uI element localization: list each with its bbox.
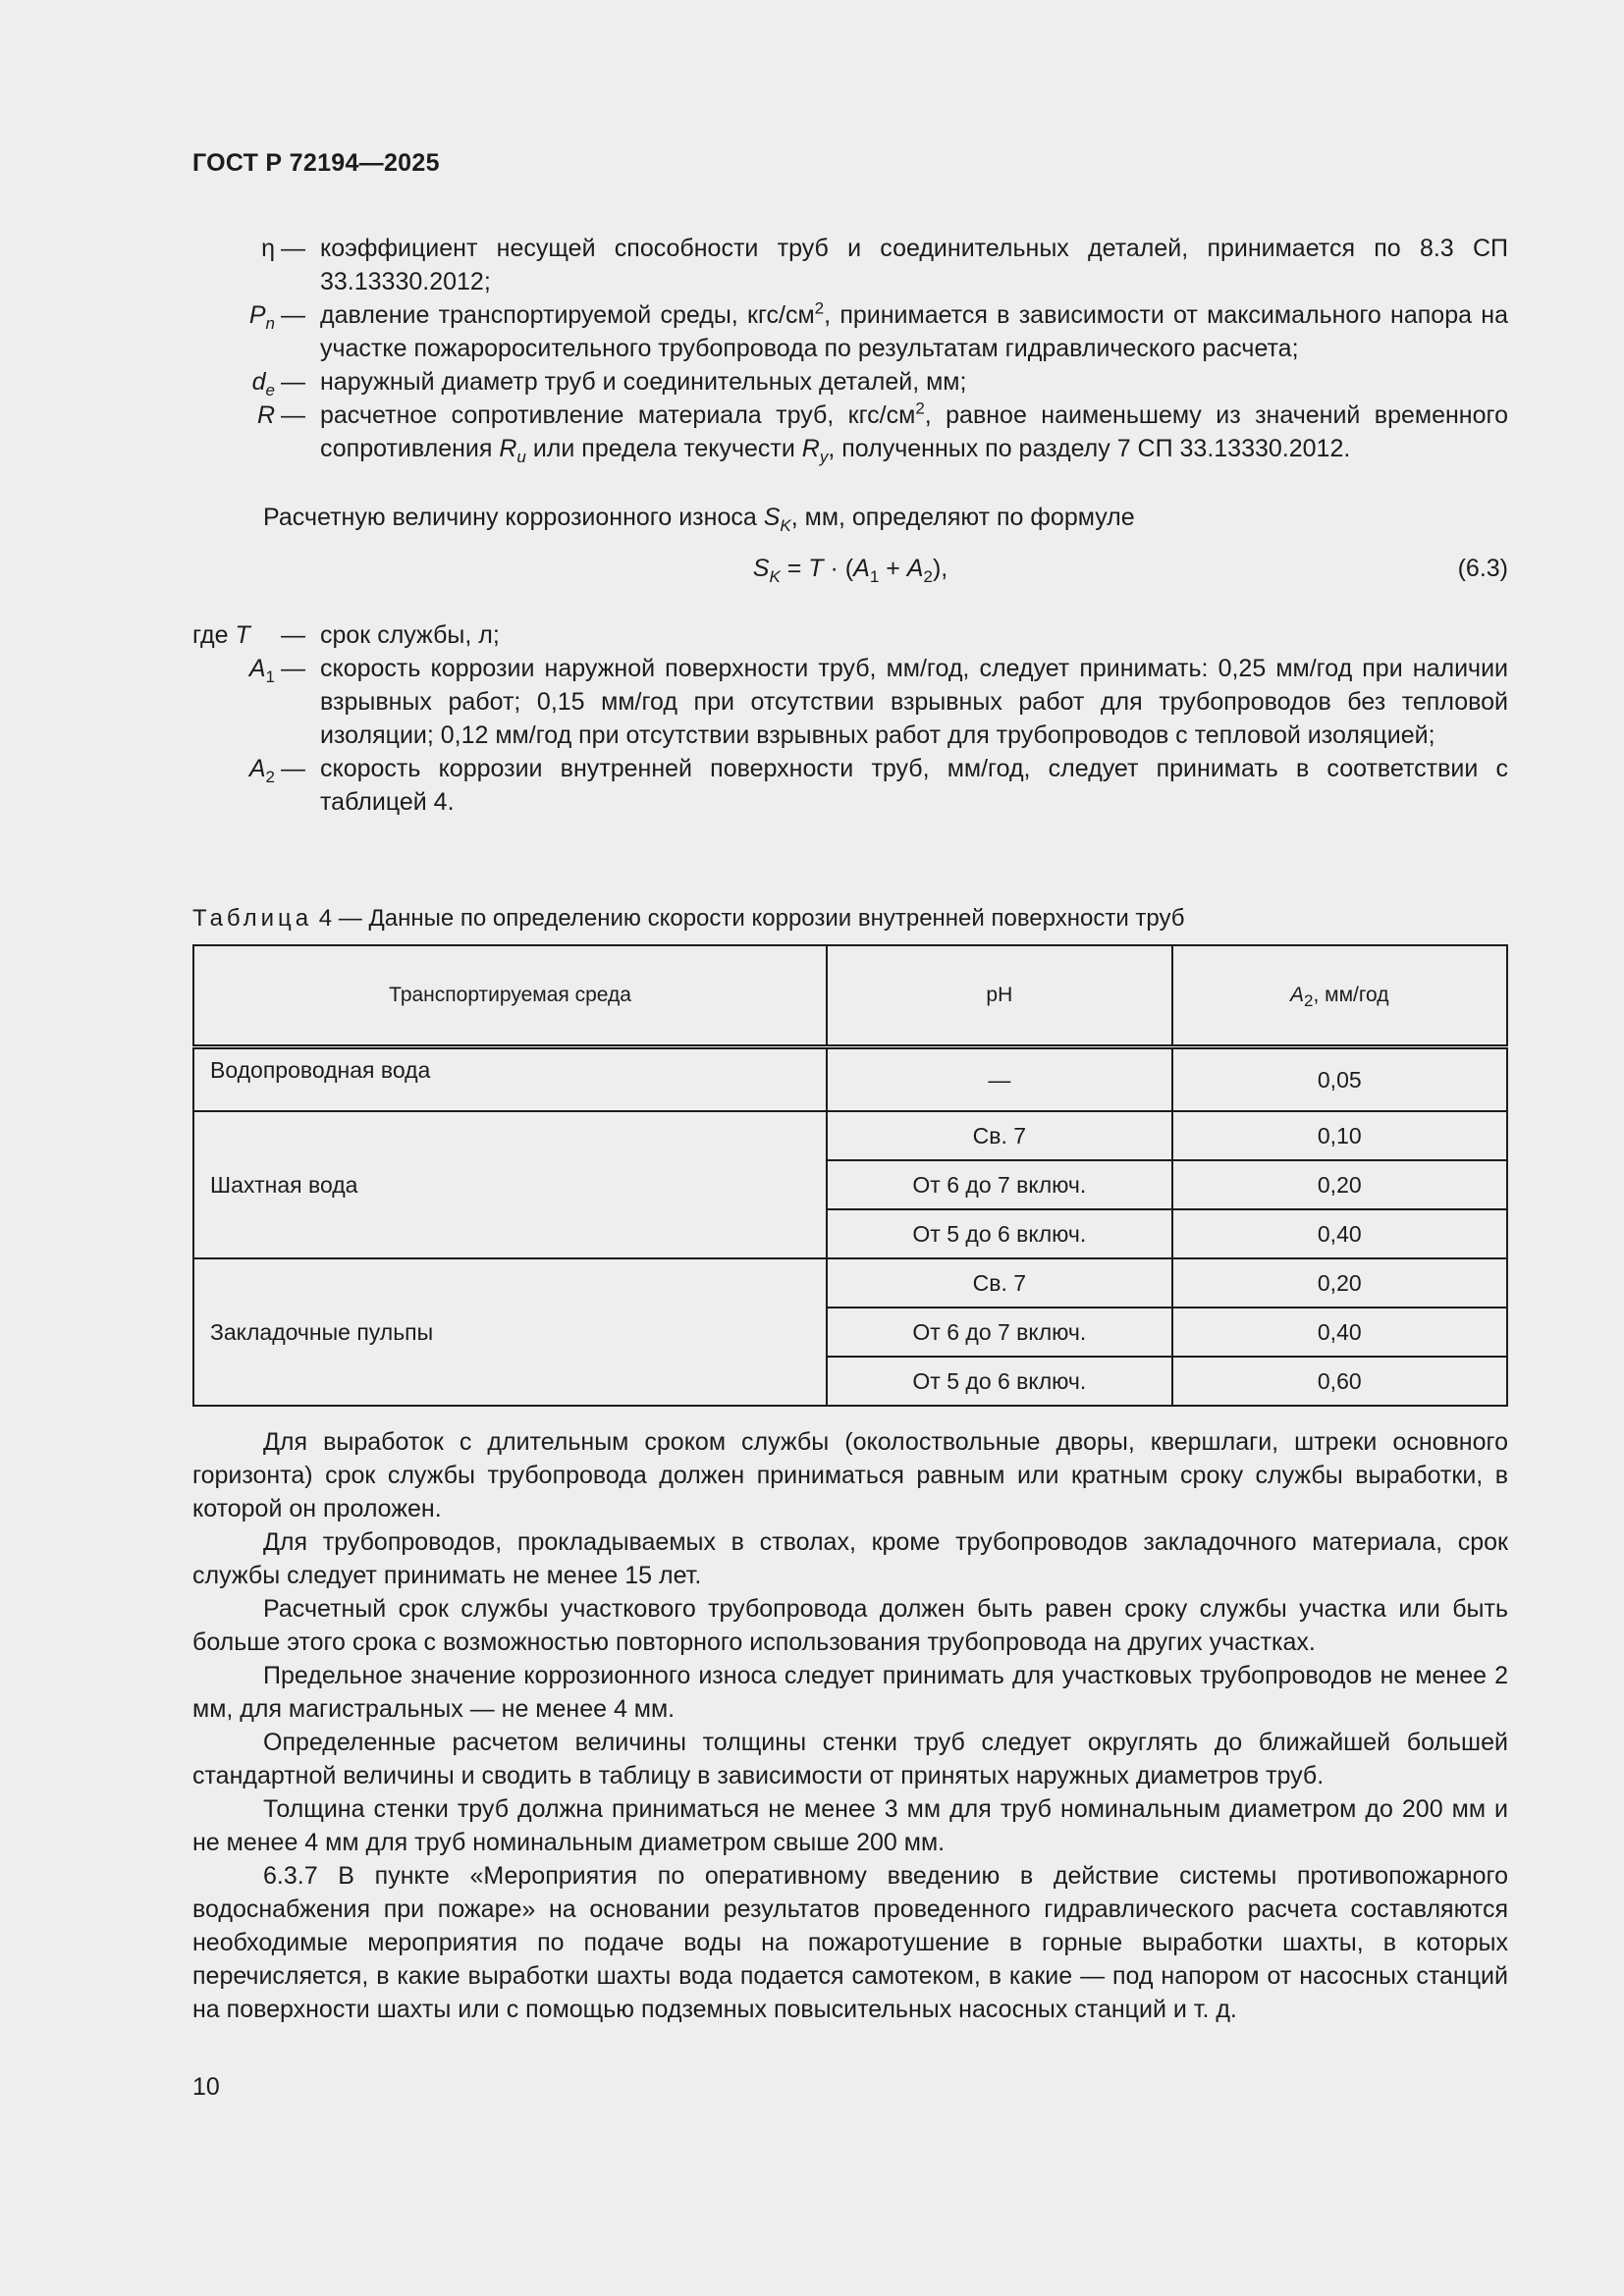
dash: —	[281, 655, 305, 682]
paragraph: Определенные расчетом величины толщины стенки труб следует округлять до ближайшей большей стандартной величины и сводить в таблицу в зависимости от принятых наружных диаметров труб.	[192, 1729, 1508, 1789]
paragraph: Толщина стенки труб должна приниматься не менее 3 мм для труб номинальным диаметром до 200 мм и не менее 4 мм для труб номинальным диаметром свыше 200 мм.	[192, 1795, 1508, 1856]
medium-cell: Шахтная вода	[193, 1111, 827, 1258]
rate-cell: 0,10	[1172, 1111, 1507, 1160]
paragraph: Расчетный срок службы участкового трубопровода должен быть равен сроку службы участка или быть больше этого срока с возможностью повторного использования трубопровода на других участках.	[192, 1595, 1508, 1656]
definition-text: скорость коррозии наружной поверхности труб, мм/год, следует принимать: 0,25 мм/год при наличии взрывных работ; 0,15 мм/год при отсутствии взрывных работ для трубопроводов без тепловой изоляции; 0,12 мм/год при отсутствии взрывных работ для трубопроводов с тепловой изоляцией;	[320, 655, 1508, 749]
definition-eta	[192, 232, 1508, 298]
symbol-pn: $P_n$	[248, 301, 275, 333]
symbol-t: где T	[192, 621, 250, 649]
dash: —	[281, 301, 305, 329]
dash: —	[281, 368, 305, 396]
table-caption: Таблица 4 — Данные по определению скорости коррозии внутренней поверхности труб	[192, 905, 1185, 932]
formula-6-3	[192, 552, 1508, 585]
header-medium: Транспортируемая среда	[193, 945, 827, 1047]
dash: —	[281, 401, 305, 429]
corrosion-rate-table	[192, 944, 1508, 1407]
rate-cell: 0,20	[1172, 1258, 1507, 1308]
page-number: 10	[192, 2073, 220, 2101]
table-row	[193, 1111, 1507, 1160]
paragraph: 6.3.7 В пункте «Мероприятия по оперативному введению в действие системы противопожарного водоснабжения при пожаре» на основании результатов проведенного гидравлического расчета составляются необходимые мероприятия по подаче воды на пожаротушение в горные выработки шахты, в которых перечисляется, в какие выработки шахты вода подается самотеком, в какие — под напором от насосных станций на поверхности шахты или с помощью подземных повысительных насосных станций и т. д.	[192, 1862, 1508, 2023]
symbol-a2: $A_2$	[248, 755, 275, 786]
document-header: ГОСТ Р 72194—2025	[192, 149, 440, 177]
ph-cell: Св. 7	[827, 1258, 1171, 1308]
ph-cell: От 6 до 7 включ.	[827, 1160, 1171, 1209]
definition-text: расчетное сопротивление материала труб, кгс/$см^2$, равное наименьшему из значений временного сопротивления $R_u$ или предела текучести $R_y$, полученных по разделу 7 СП 33.13330.2012.	[320, 399, 1508, 466]
rate-cell: 0,60	[1172, 1357, 1507, 1406]
paragraph: Для выработок с длительным сроком службы (околоствольные дворы, квершлаги, штреки основного горизонта) срок службы трубопровода должен приниматься равным или кратным сроку службы выработки, в которой он проложен.	[192, 1428, 1508, 1522]
ph-cell: Св. 7	[827, 1111, 1171, 1160]
definition-text: скорость коррозии внутренней поверхности труб, мм/год, следует принимать в соответствии с таблицей 4.	[320, 755, 1508, 816]
rate-cell: 0,05	[1172, 1047, 1507, 1112]
formula-number: (6.3)	[1457, 555, 1508, 582]
ph-cell: От 5 до 6 включ.	[827, 1357, 1171, 1406]
definition-a2	[192, 752, 1508, 819]
definition-text: срок службы, л;	[320, 621, 500, 649]
header-rate: $A_2$, мм/год	[1172, 945, 1507, 1047]
symbol-de: $d_e$	[251, 368, 275, 400]
body-text	[192, 1425, 1508, 2026]
dash: —	[281, 755, 305, 782]
formula-intro: Расчетную величину коррозионного износа $S_K$, мм, определяют по формуле	[263, 504, 1135, 535]
rate-cell: 0,40	[1172, 1308, 1507, 1357]
definition-text: коэффициент несущей способности труб и соединительных деталей, принимается по 8.3 СП 33.13330.2012;	[320, 235, 1508, 295]
table-header-row	[193, 945, 1507, 1047]
dash: —	[281, 235, 305, 262]
variable-definitions	[192, 232, 1508, 465]
medium-cell: Закладочные пульпы	[193, 1258, 827, 1406]
formula-definitions	[192, 618, 1508, 819]
paragraph: Предельное значение коррозионного износа следует принимать для участковых трубопроводов не менее 2 мм, для магистральных — не менее 4 мм.	[192, 1662, 1508, 1723]
ph-cell: —	[827, 1047, 1171, 1112]
definition-a1	[192, 652, 1508, 752]
symbol-eta: η	[261, 235, 275, 262]
definition-r	[192, 399, 1508, 465]
definition-text: давление транспортируемой среды, кгс/$см^2$, принимается в зависимости от максимального напора на участке пожароросительного трубопровода по результатам гидравлического расчета;	[320, 298, 1508, 362]
medium-cell: Водопроводная вода	[193, 1047, 827, 1112]
rate-cell: 0,40	[1172, 1209, 1507, 1258]
definition-t	[192, 618, 1508, 652]
definition-pn	[192, 298, 1508, 365]
rate-cell: 0,20	[1172, 1160, 1507, 1209]
ph-cell: От 6 до 7 включ.	[827, 1308, 1171, 1357]
dash: —	[281, 621, 305, 649]
definition-de	[192, 365, 1508, 399]
header-ph: pH	[827, 945, 1171, 1047]
table-row	[193, 1258, 1507, 1308]
definition-text: наружный диаметр труб и соединительных деталей, мм;	[320, 368, 967, 396]
symbol-r: R	[256, 401, 275, 429]
table-row	[193, 1047, 1507, 1112]
ph-cell: От 5 до 6 включ.	[827, 1209, 1171, 1258]
symbol-a1: $A_1$	[248, 655, 275, 686]
formula-expression: $S_K = T \cdot (A_1 + A_2)$,	[752, 555, 948, 586]
paragraph: Для трубопроводов, прокладываемых в стволах, кроме трубопроводов закладочного материала, срок службы следует принимать не менее 15 лет.	[192, 1528, 1508, 1589]
